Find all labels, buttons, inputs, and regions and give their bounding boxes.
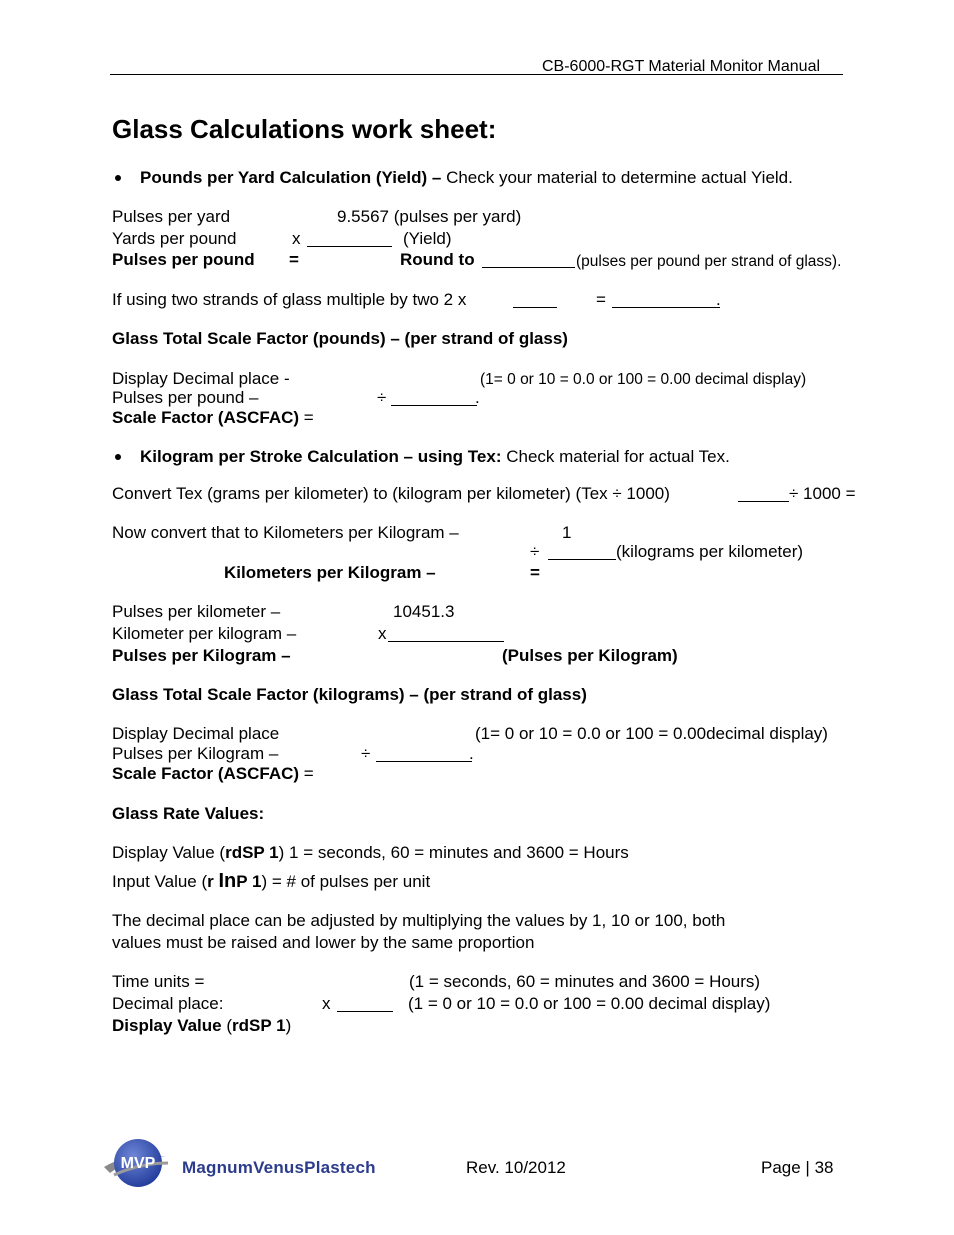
km-per-kg-blank xyxy=(548,545,616,560)
bullet-icon xyxy=(115,175,121,181)
header-rule xyxy=(110,74,843,75)
kg-decimal-label: Display Decimal place xyxy=(112,724,280,743)
km-per-kg-eq: = xyxy=(530,563,540,582)
yield-blank xyxy=(307,232,392,247)
final-display-value xyxy=(112,1016,291,1036)
convert-tex-after: ÷ 1000 = xyxy=(789,484,856,503)
km-per-kg-label: Kilometers per Kilogram – xyxy=(224,563,436,582)
kg-divide-blank xyxy=(376,747,472,762)
page-number: Page | 38 xyxy=(761,1158,834,1177)
pounds-decimal-note: (1= 0 or 10 = 0.0 or 100 = 0.00 decimal display) xyxy=(480,371,807,388)
km-per-kg-row-blank xyxy=(388,627,504,642)
two-strands-text: If using two strands of glass multiple by two 2 x xyxy=(112,290,467,309)
two-strands-eq: = xyxy=(596,290,606,309)
yield-bullet-text: Check your material to determine actual Yield. xyxy=(441,168,793,187)
pulses-per-yard-label: Pulses per yard xyxy=(112,207,231,226)
final-display-value-label: Display Value xyxy=(112,1016,222,1035)
input-value-code-a: r xyxy=(207,872,219,891)
yards-per-pound-label: Yards per pound xyxy=(112,229,237,248)
kilogram-bullet-text: Check material for actual Tex. xyxy=(501,447,730,466)
pounds-divide-end: . xyxy=(475,388,480,407)
convert-tex-blank xyxy=(738,487,789,502)
decimal-place-blank xyxy=(337,997,393,1012)
pulses-per-pound-eq: = xyxy=(289,250,299,269)
pounds-pulses-label: Pulses per pound – xyxy=(112,388,259,407)
decimal-paragraph-line-1: The decimal place can be adjusted by multiplying the values by 1, 10 or 100, both xyxy=(112,911,726,930)
pounds-scale-factor-label: Scale Factor (ASCFAC) xyxy=(112,408,300,427)
pulses-per-yard-value: 9.5567 (pulses per yard) xyxy=(337,207,522,226)
final-display-value-code: rdSP 1 xyxy=(232,1016,286,1035)
logo-badge-text: MVP xyxy=(120,1155,156,1172)
pulses-per-km-value: 10451.3 xyxy=(393,602,455,621)
two-strands-blank-1 xyxy=(513,293,557,308)
kg-divide-op: ÷ xyxy=(361,744,371,763)
pounds-divide-op: ÷ xyxy=(377,388,387,407)
yield-bullet-title: Pounds per Yard Calculation (Yield) – xyxy=(140,168,442,187)
company-logo-text: MagnumVenusPlastech xyxy=(182,1158,376,1177)
kg-scale-heading: Glass Total Scale Factor (kilograms) – (per strand of glass) xyxy=(112,685,587,704)
round-to-label: Round to xyxy=(400,250,475,269)
input-value-line xyxy=(112,871,430,892)
two-strands-end: . xyxy=(716,290,721,309)
round-to-blank xyxy=(482,253,575,268)
two-strands-blank-2 xyxy=(612,293,720,308)
display-value-line xyxy=(112,843,629,863)
pounds-scale-factor xyxy=(112,408,314,428)
km-per-kg-text: Now convert that to Kilometers per Kilogram – xyxy=(112,523,459,542)
time-units-note: (1 = seconds, 60 = minutes and 3600 = Hours) xyxy=(409,972,761,991)
kg-scale-factor-eq: = xyxy=(299,764,314,783)
km-per-kg-unit: (kilograms per kilometer) xyxy=(616,542,804,561)
decimal-paragraph-line-2: values must be raised and lower by the same proportion xyxy=(112,933,535,952)
pounds-scale-factor-eq: = xyxy=(299,408,314,427)
kilogram-bullet-title: Kilogram per Stroke Calculation – using Tex: xyxy=(140,447,502,466)
bullet-icon xyxy=(115,454,121,460)
revision-label: Rev. 10/2012 xyxy=(466,1158,566,1177)
km-per-kg-row-label: Kilometer per kilogram – xyxy=(112,624,297,643)
rate-heading: Glass Rate Values: xyxy=(112,804,265,823)
convert-tex-text: Convert Tex (grams per kilometer) to (kilogram per kilometer) (Tex ÷ 1000) xyxy=(112,484,670,503)
input-value-desc: ) = # of pulses per unit xyxy=(261,872,431,891)
pounds-decimal-label: Display Decimal place - xyxy=(112,369,290,388)
pulses-per-km-label: Pulses per kilometer – xyxy=(112,602,281,621)
kilogram-bullet xyxy=(140,447,730,467)
decimal-place-op: x xyxy=(322,994,331,1013)
page-title: Glass Calculations work sheet: xyxy=(112,114,497,144)
yield-unit: (Yield) xyxy=(403,229,452,248)
pulses-per-kg-note: (Pulses per Kilogram) xyxy=(502,646,678,665)
km-per-kg-row-op: x xyxy=(378,624,387,643)
kg-pulses-label: Pulses per Kilogram – xyxy=(112,744,279,763)
input-value-code-c: P 1 xyxy=(236,872,262,891)
mvp-logo-icon xyxy=(100,1133,170,1193)
pulses-per-pound-label: Pulses per pound xyxy=(112,250,255,269)
pounds-scale-heading: Glass Total Scale Factor (pounds) – (per strand of glass) xyxy=(112,329,568,348)
decimal-place-label: Decimal place: xyxy=(112,994,224,1013)
kg-divide-end: . xyxy=(469,744,474,763)
kg-scale-factor-label: Scale Factor (ASCFAC) xyxy=(112,764,300,783)
km-per-kg-divide-op: ÷ xyxy=(530,542,540,561)
time-units-label: Time units = xyxy=(112,972,205,991)
pulses-per-pound-note: (pulses per pound per strand of glass). xyxy=(576,253,842,270)
kg-decimal-note: (1= 0 or 10 = 0.0 or 100 = 0.00decimal display) xyxy=(475,724,828,743)
input-value-code-b: In xyxy=(218,870,237,892)
km-per-kg-numerator: 1 xyxy=(562,523,572,542)
display-value-prefix: Display Value ( xyxy=(112,843,226,862)
display-value-code: rdSP 1 xyxy=(225,843,279,862)
final-display-value-open: ( xyxy=(221,1016,233,1035)
pounds-divide-blank xyxy=(391,391,477,406)
decimal-place-note: (1 = 0 or 10 = 0.0 or 100 = 0.00 decimal display) xyxy=(408,994,771,1013)
yield-bullet xyxy=(140,168,793,188)
final-display-value-close: ) xyxy=(285,1016,292,1035)
input-value-prefix: Input Value ( xyxy=(112,872,208,891)
pulses-per-kg-label: Pulses per Kilogram – xyxy=(112,646,291,665)
display-value-desc: ) 1 = seconds, 60 = minutes and 3600 = Hours xyxy=(278,843,629,862)
kg-scale-factor xyxy=(112,764,314,784)
yards-per-pound-op: x xyxy=(292,229,301,248)
running-header: CB-6000-RGT Material Monitor Manual xyxy=(542,58,821,75)
